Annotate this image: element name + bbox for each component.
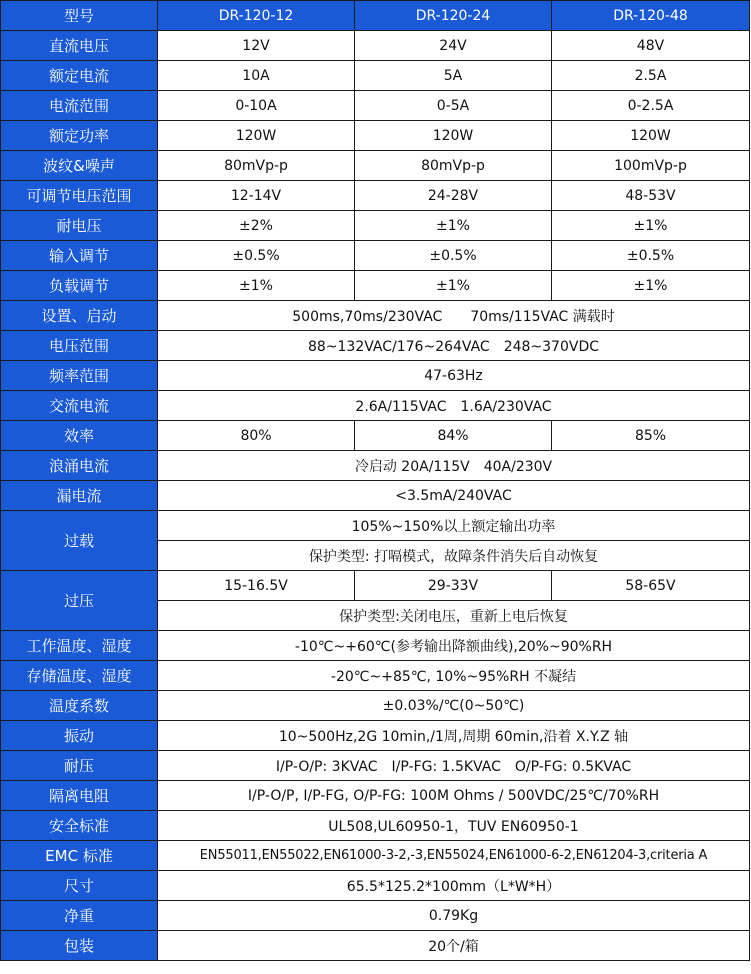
cell-value: 12-14V bbox=[158, 181, 355, 211]
spec-row bbox=[1, 511, 750, 541]
row-label: EMC 标准 bbox=[1, 841, 158, 871]
cell-value: 0-10A bbox=[158, 91, 355, 121]
cell-value: 47-63Hz bbox=[158, 361, 750, 391]
cell-value: EN55011,EN55022,EN61000-3-2,-3,EN55024,EN61000-6-2,EN61204-3,criteria A bbox=[158, 841, 750, 871]
cell-value: 冷启动 20A/115V 40A/230V bbox=[158, 451, 750, 481]
spec-row bbox=[1, 331, 750, 361]
row-label: 安全标准 bbox=[1, 811, 158, 841]
spec-row bbox=[1, 661, 750, 691]
spec-row bbox=[1, 871, 750, 901]
cell-value: 20个/箱 bbox=[158, 931, 750, 961]
row-label: 波纹&噪声 bbox=[1, 151, 158, 181]
row-label: 负载调节 bbox=[1, 271, 158, 301]
spec-row bbox=[1, 811, 750, 841]
cell-value: ±0.5% bbox=[355, 241, 552, 271]
spec-row bbox=[1, 751, 750, 781]
cell-value: 10A bbox=[158, 61, 355, 91]
cell-value: 85% bbox=[552, 421, 750, 451]
model-label: 型号 bbox=[1, 1, 158, 31]
spec-row bbox=[1, 151, 750, 181]
row-label: 耐电压 bbox=[1, 211, 158, 241]
spec-row bbox=[1, 211, 750, 241]
cell-value: 80% bbox=[158, 421, 355, 451]
spec-row bbox=[1, 301, 750, 331]
row-label: 浪涌电流 bbox=[1, 451, 158, 481]
cell-value: 0-5A bbox=[355, 91, 552, 121]
cell-value: 24V bbox=[355, 31, 552, 61]
row-label: 直流电压 bbox=[1, 31, 158, 61]
row-label: 可调节电压范围 bbox=[1, 181, 158, 211]
cell-value: 88~132VAC/176~264VAC 248~370VDC bbox=[158, 331, 750, 361]
row-label: 额定电流 bbox=[1, 61, 158, 91]
spec-row bbox=[1, 91, 750, 121]
cell-value: 2.5A bbox=[552, 61, 750, 91]
model-name: DR-120-12 bbox=[158, 1, 355, 31]
cell-value: 12V bbox=[158, 31, 355, 61]
spec-row bbox=[1, 901, 750, 931]
spec-row bbox=[1, 421, 750, 451]
row-label: 频率范围 bbox=[1, 361, 158, 391]
spec-row bbox=[1, 61, 750, 91]
cell-value: 80mVp-p bbox=[355, 151, 552, 181]
cell-value: 0.79Kg bbox=[158, 901, 750, 931]
header-row bbox=[1, 1, 750, 31]
row-label: 温度系数 bbox=[1, 691, 158, 721]
row-label: 净重 bbox=[1, 901, 158, 931]
cell-value: 保护类型: 打嗝模式，故障条件消失后自动恢复 bbox=[158, 541, 750, 571]
model-name: DR-120-48 bbox=[552, 1, 750, 31]
cell-value: 48-53V bbox=[552, 181, 750, 211]
cell-value: UL508,UL60950-1，TUV EN60950-1 bbox=[158, 811, 750, 841]
cell-value: -10℃~+60℃(参考输出降额曲线),20%~90%RH bbox=[158, 631, 750, 661]
model-name: DR-120-24 bbox=[355, 1, 552, 31]
cell-value: ±0.5% bbox=[552, 241, 750, 271]
cell-value: -20℃~+85℃, 10%~95%RH 不凝结 bbox=[158, 661, 750, 691]
cell-value: 保护类型:关闭电压，重新上电后恢复 bbox=[158, 601, 750, 631]
row-label: 设置、启动 bbox=[1, 301, 158, 331]
row-label: 工作温度、湿度 bbox=[1, 631, 158, 661]
cell-value: 120W bbox=[552, 121, 750, 151]
row-label: 漏电流 bbox=[1, 481, 158, 511]
row-label: 过压 bbox=[1, 571, 158, 631]
cell-value: 2.6A/115VAC 1.6A/230VAC bbox=[158, 391, 750, 421]
spec-row bbox=[1, 571, 750, 601]
spec-row bbox=[1, 451, 750, 481]
row-label: 隔离电阻 bbox=[1, 781, 158, 811]
cell-value: ±0.03%/℃(0~50℃) bbox=[158, 691, 750, 721]
cell-value: 100mVp-p bbox=[552, 151, 750, 181]
row-label: 存储温度、湿度 bbox=[1, 661, 158, 691]
spec-row bbox=[1, 931, 750, 961]
cell-value: ±1% bbox=[158, 271, 355, 301]
cell-value: 10~500Hz,2G 10min,/1周,周期 60min,沿着 X.Y.Z 轴 bbox=[158, 721, 750, 751]
row-label: 交流电流 bbox=[1, 391, 158, 421]
row-label: 输入调节 bbox=[1, 241, 158, 271]
cell-value: ±2% bbox=[158, 211, 355, 241]
spec-row bbox=[1, 631, 750, 661]
cell-value: 84% bbox=[355, 421, 552, 451]
spec-row bbox=[1, 271, 750, 301]
cell-value: ±1% bbox=[552, 271, 750, 301]
cell-value: 5A bbox=[355, 61, 552, 91]
spec-row bbox=[1, 121, 750, 151]
cell-value: 48V bbox=[552, 31, 750, 61]
spec-row bbox=[1, 241, 750, 271]
cell-value: 29-33V bbox=[355, 571, 552, 601]
spec-row bbox=[1, 691, 750, 721]
cell-value: 500ms,70ms/230VAC 70ms/115VAC 满载时 bbox=[158, 301, 750, 331]
row-label: 电压范围 bbox=[1, 331, 158, 361]
spec-row bbox=[1, 841, 750, 871]
row-label: 电流范围 bbox=[1, 91, 158, 121]
row-label: 效率 bbox=[1, 421, 158, 451]
spec-row bbox=[1, 181, 750, 211]
cell-value: 15-16.5V bbox=[158, 571, 355, 601]
spec-row bbox=[1, 781, 750, 811]
cell-value: I/P-O/P, I/P-FG, O/P-FG: 100M Ohms / 500VDC/25℃/70%RH bbox=[158, 781, 750, 811]
cell-value: I/P-O/P: 3KVAC I/P-FG: 1.5KVAC O/P-FG: 0.5KVAC bbox=[158, 751, 750, 781]
row-label: 尺寸 bbox=[1, 871, 158, 901]
row-label: 振动 bbox=[1, 721, 158, 751]
cell-value: 65.5*125.2*100mm（L*W*H） bbox=[158, 871, 750, 901]
row-label: 包装 bbox=[1, 931, 158, 961]
spec-row bbox=[1, 721, 750, 751]
spec-row bbox=[1, 391, 750, 421]
cell-value: 105%~150%以上额定输出功率 bbox=[158, 511, 750, 541]
spec-row bbox=[1, 361, 750, 391]
cell-value: ±1% bbox=[355, 211, 552, 241]
row-label: 耐压 bbox=[1, 751, 158, 781]
row-label: 额定功率 bbox=[1, 121, 158, 151]
cell-value: <3.5mA/240VAC bbox=[158, 481, 750, 511]
cell-value: ±0.5% bbox=[158, 241, 355, 271]
row-label: 过载 bbox=[1, 511, 158, 571]
cell-value: 80mVp-p bbox=[158, 151, 355, 181]
cell-value: ±1% bbox=[552, 211, 750, 241]
cell-value: 24-28V bbox=[355, 181, 552, 211]
cell-value: 120W bbox=[158, 121, 355, 151]
spec-row bbox=[1, 481, 750, 511]
cell-value: ±1% bbox=[355, 271, 552, 301]
spec-row bbox=[1, 31, 750, 61]
cell-value: 120W bbox=[355, 121, 552, 151]
cell-value: 58-65V bbox=[552, 571, 750, 601]
cell-value: 0-2.5A bbox=[552, 91, 750, 121]
